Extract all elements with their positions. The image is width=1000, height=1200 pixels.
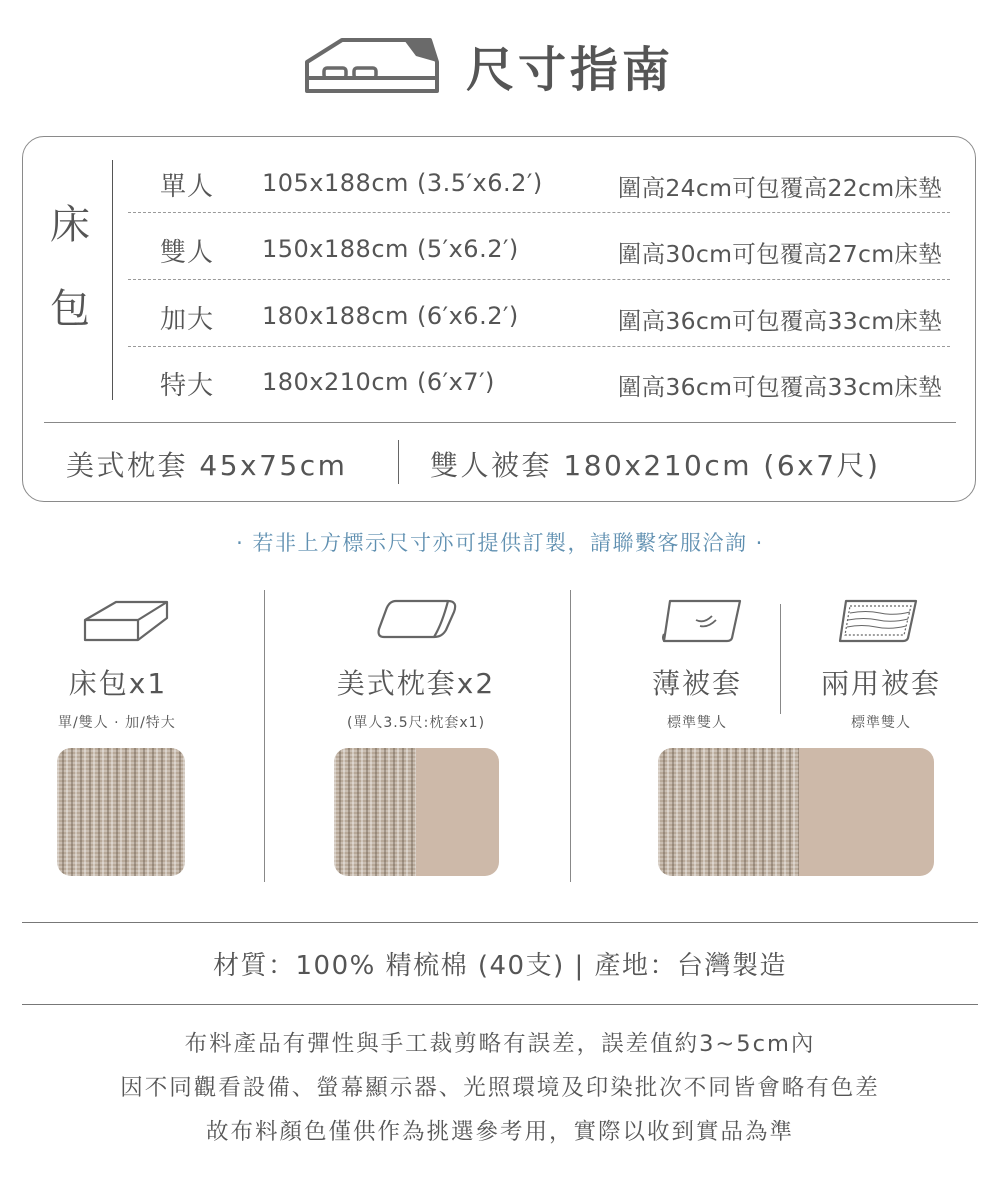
size-coverage: 圍高36cm可包覆高33cm床墊 (617, 307, 942, 335)
bed-house-icon (304, 36, 440, 94)
divider (112, 160, 113, 400)
product-title: 美式枕套x2 (336, 667, 496, 700)
size-coverage: 圍高30cm可包覆高27cm床墊 (617, 240, 942, 268)
size-dimensions: 150x188cm (5′x6.2′) (262, 235, 519, 263)
duvet-spec: 雙人被套 180x210cm (6x7尺) (430, 449, 881, 482)
size-dimensions: 180x188cm (6′x6.2′) (262, 302, 519, 330)
divider (398, 440, 399, 484)
divider (22, 1004, 978, 1005)
size-row (128, 214, 948, 280)
size-dimensions: 180x210cm (6′x7′) (262, 368, 495, 396)
size-coverage: 圍高36cm可包覆高33cm床墊 (617, 373, 942, 401)
fabric-swatch-knit (658, 748, 799, 876)
disclaimer-line: 布料產品有彈性與手工裁剪略有誤差，誤差值約3~5cm內 (184, 1031, 816, 1057)
fitted-label-char: 包 (50, 286, 90, 332)
disclaimer-line: 故布料顏色僅供作為挑選參考用，實際以收到實品為準 (205, 1119, 794, 1145)
product-subtitle: 標準雙人 (851, 715, 911, 731)
size-row (128, 148, 948, 214)
divider (22, 922, 978, 923)
product-title: 薄被套 (652, 667, 743, 700)
fabric-swatch-pair (658, 748, 934, 876)
fitted-label-char: 床 (50, 202, 90, 248)
product-subtitle: 標準雙人 (667, 715, 727, 731)
fabric-swatch-knit (334, 748, 416, 876)
fabric-swatch-knit (57, 748, 185, 876)
fabric-swatch-plain (799, 748, 934, 876)
size-row (128, 281, 948, 347)
fitted-sheet-icon (82, 598, 172, 644)
pillowcase-spec: 美式枕套 45x75cm (66, 449, 348, 482)
column-divider (570, 590, 571, 882)
pillow-icon (376, 598, 458, 640)
dashed-divider (128, 212, 950, 213)
size-coverage: 圍高24cm可包覆高22cm床墊 (617, 174, 942, 202)
size-name: 雙人 (160, 238, 215, 268)
size-name: 加大 (160, 305, 215, 335)
product-title: 床包x1 (68, 667, 168, 700)
product-subtitle: (單人3.5尺:枕套x1) (346, 715, 486, 731)
size-dimensions: 105x188cm (3.5′x6.2′) (262, 169, 543, 197)
disclaimer-line: 因不同觀看設備、螢幕顯示器、光照環境及印染批次不同皆會略有色差 (120, 1075, 880, 1101)
size-row (128, 347, 948, 413)
size-name: 特大 (160, 371, 215, 401)
page-title: 尺寸指南 (466, 42, 675, 98)
fabric-swatch-pair (334, 748, 499, 876)
dashed-divider (128, 279, 950, 280)
product-title: 兩用被套 (820, 667, 941, 700)
thin-duvet-icon (660, 598, 744, 644)
quilted-duvet-icon (836, 598, 920, 644)
divider (44, 422, 956, 423)
product-subtitle: 單/雙人 · 加/特大 (58, 715, 176, 731)
fabric-swatch-plain (416, 748, 499, 876)
size-name: 單人 (160, 172, 215, 202)
custom-order-notice: · 若非上方標示尺寸亦可提供訂製，請聯繫客服洽詢 · (236, 531, 764, 555)
material-origin: 材質：100% 精梳棉 (40支) | 產地：台灣製造 (212, 951, 788, 981)
column-divider (264, 590, 265, 882)
fitted-sheet-label (50, 202, 96, 373)
